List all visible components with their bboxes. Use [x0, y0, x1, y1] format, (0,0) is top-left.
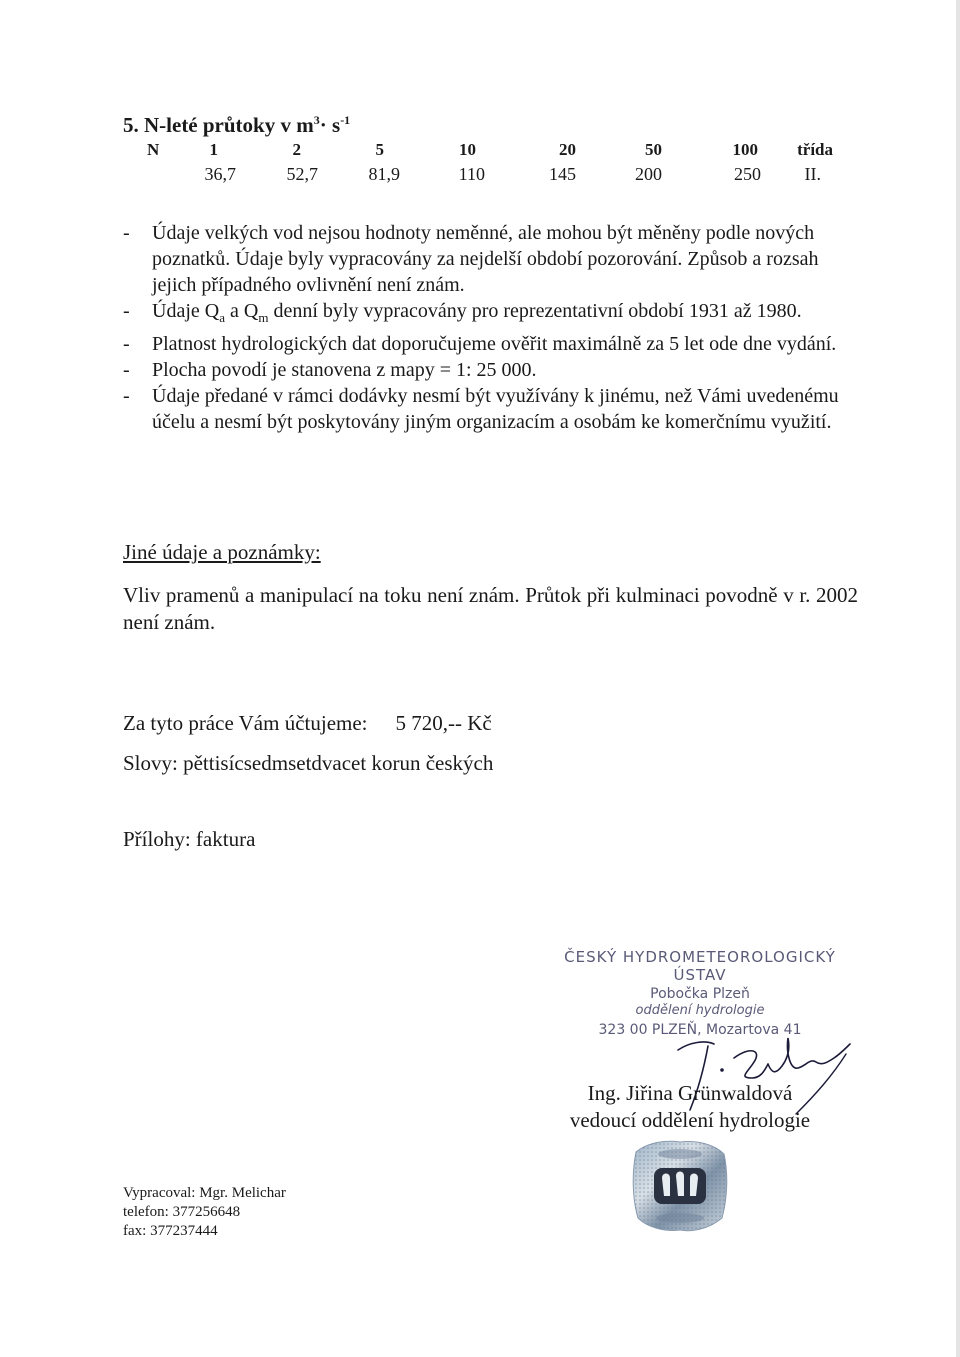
note-item [123, 220, 858, 298]
notes-list [123, 220, 858, 435]
note-dash: - [123, 333, 130, 355]
section-title-dot: · [319, 113, 327, 137]
section-title-exponent-3: 3 [313, 113, 320, 127]
flows-header-row [0, 140, 960, 164]
note-text: Údaje velkých vod nejsou hodnoty neměnné, ale mohou být měněny podle nových poznatků. Údaje byly vypracovány za nejdelší období pozorování. Způsob a rozsah jejich případného ovlivnění není znám. [152, 222, 819, 296]
note-item [123, 357, 858, 383]
other-notes-body: Vliv pramenů a manipulací na toku není znám. Průtok při kulminaci povodně v r. 2002 není znám. [123, 583, 858, 634]
note-dash: - [123, 359, 130, 381]
institute-stamp [560, 948, 840, 1038]
note-text: Údaje předané v rámci dodávky nesmí být využívány k jinému, než Vámi uvedenému účelu a nesmí být poskytovány jiným organizacím a osobám ke komerčnímu využití. [152, 385, 839, 433]
note-dash: - [123, 222, 130, 244]
flows-value-cell: 36,7 [204, 164, 236, 184]
note-subscript-m: m [258, 310, 269, 325]
note-item [123, 298, 858, 331]
note-text [152, 298, 858, 331]
stamp-line: 323 00 PLZEŇ, Mozartova 41 [598, 1022, 802, 1038]
note-dash: - [123, 385, 130, 407]
note-item [123, 331, 858, 357]
note-text: Plocha povodí je stanovena z mapy = 1: 25 000. [152, 359, 537, 381]
flows-values-row [0, 164, 960, 188]
flows-header-cell: 10 [459, 140, 476, 159]
page-edge [956, 0, 960, 1357]
charge-label: Za tyto práce Vám účtujeme: [123, 711, 368, 735]
stamp-line: Pobočka Plzeň [650, 986, 750, 1002]
note-subscript-a: a [219, 310, 225, 325]
prepared-by: Vypracoval: Mgr. Melichar [123, 1185, 286, 1201]
flows-header-cell: 2 [292, 140, 301, 159]
signer-name: Ing. Jiřina Grünwaldová [587, 1081, 793, 1105]
flows-value-cell: 110 [458, 164, 485, 184]
flows-value-cell: 250 [734, 164, 761, 184]
flows-value-cell: 200 [635, 164, 662, 184]
flows-header-cell: 100 [732, 140, 758, 159]
charge-line [123, 711, 492, 736]
section-title [123, 113, 350, 138]
phone-number: telefon: 377256648 [123, 1204, 241, 1220]
note-text: Platnost hydrologických dat doporučujeme ověřit maximálně za 5 let ode dne vydání. [152, 333, 837, 355]
attachments: Přílohy: faktura [123, 827, 256, 851]
flows-value-cell: 145 [549, 164, 576, 184]
charge-in-words: Slovy: pěttisícsedmsetdvacet korun českých [123, 751, 494, 775]
section-title-text: 5. N-leté průtoky v m [123, 113, 314, 137]
hologram-seal-icon [630, 1138, 730, 1234]
other-notes-heading: Jiné údaje a poznámky: [123, 540, 321, 564]
n-year-flows-table [0, 140, 960, 188]
flows-value-cell: II. [804, 164, 821, 184]
prepared-by-block [123, 1184, 286, 1241]
flows-header-label: N [147, 140, 160, 159]
note-item [123, 383, 858, 435]
flows-header-cell: třída [797, 140, 833, 159]
stamp-line: ČESKÝ HYDROMETEOROLOGICKÝ ÚSTAV [564, 948, 836, 984]
signer-block [555, 1080, 825, 1134]
stamp-line: oddělení hydrologie [635, 1003, 765, 1018]
note-text-part: a Q [224, 300, 259, 322]
flows-header-cell: 50 [645, 140, 662, 159]
signer-title: vedoucí oddělení hydrologie [569, 1108, 811, 1132]
flows-value-cell: 81,9 [368, 164, 400, 184]
section-title-unit: s [332, 113, 341, 137]
flows-header-cell: 1 [209, 140, 218, 159]
flows-header-cell: 5 [375, 140, 384, 159]
note-text-part: Údaje Q [152, 300, 220, 322]
section-title-exponent-minus1: -1 [340, 113, 351, 127]
note-dash: - [123, 300, 130, 322]
note-text-part: denní byly vypracovány pro reprezentativní období 1931 až 1980. [268, 300, 802, 322]
fax-number: fax: 377237444 [123, 1223, 218, 1239]
charge-amount: 5 720,-- Kč [395, 711, 492, 735]
flows-header-cell: 20 [559, 140, 576, 159]
flows-value-cell: 52,7 [286, 164, 318, 184]
